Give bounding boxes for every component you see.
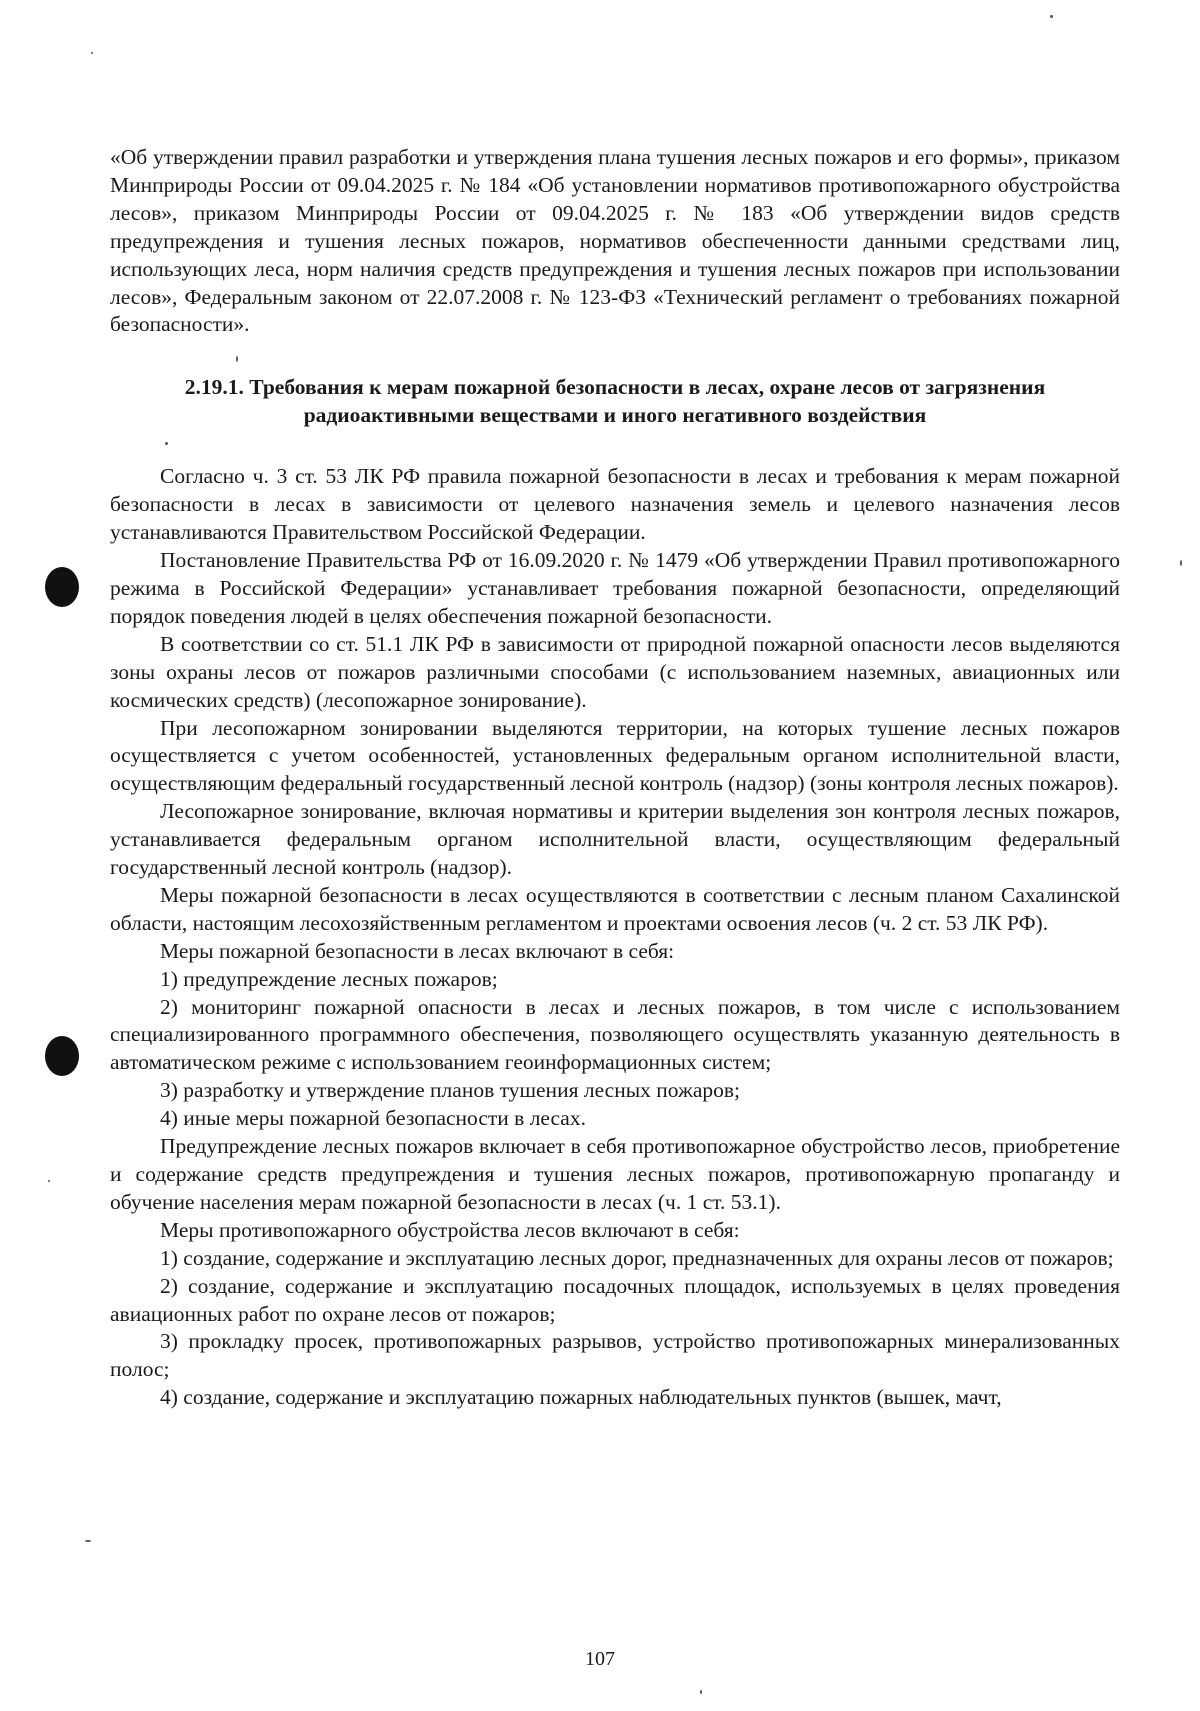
- scan-speck: [85, 1540, 91, 1542]
- document-body: [110, 144, 1120, 1412]
- paragraph: Меры противопожарного обустройства лесов включают в себя:: [160, 1217, 740, 1242]
- scan-speck: [91, 52, 93, 54]
- paragraph: В соответствии со ст. 51.1 ЛК РФ в зависимости от природной пожарной опасности лесов выделяются зоны охраны лесов от пожаров различными способами (с использованием наземных, авиационных или космических средств) (лесопожарное зонирование).: [110, 631, 1120, 712]
- list-item: 3) прокладку просек, противопожарных разрывов, устройство противопожарных минерализованных полос;: [110, 1329, 1120, 1382]
- paragraph: Лесопожарное зонирование, включая нормативы и критерии выделения зон контроля лесных пожаров, устанавливается федеральным органом исполнительной власти, осуществляющим федеральный государственный лесной контроль (надзор).: [110, 799, 1120, 880]
- list-item: 1) предупреждение лесных пожаров;: [160, 966, 498, 991]
- paragraph: При лесопожарном зонировании выделяются территории, на которых тушение лесных пожаров осуществляется с учетом особенностей, установленных федеральным органом исполнительной власти, осуществляющим федеральный государственный лесной контроль (надзор) (зоны контроля лесных пожаров).: [110, 715, 1120, 796]
- scan-speck: [1180, 560, 1182, 566]
- list-item: 4) иные меры пожарной безопасности в лесах.: [160, 1106, 586, 1131]
- paragraph: Предупреждение лесных пожаров включает в себя противопожарное обустройство лесов, приобретение и содержание средств предупреждения и тушения лесных пожаров, противопожарную пропаганду и обучение населения мерам пожарной безопасности в лесах (ч. 1 ст. 53.1).: [110, 1134, 1120, 1214]
- list-item: 2) мониторинг пожарной опасности в лесах и лесных пожаров, в том числе с использованием специализированного программного обеспечения, позволяющего осуществлять указанную деятельность в автоматическом режиме с использованием геоинформационных систем;: [110, 994, 1120, 1075]
- list-item: 2) создание, содержание и эксплуатацию посадочных площадок, используемых в целях проведения авиационных работ по охране лесов от пожаров;: [110, 1273, 1120, 1326]
- paragraph: Постановление Правительства РФ от 16.09.2020 г. № 1479 «Об утверждении Правил противопожарного режима в Российской Федерации» устанавливает требования пожарной безопасности, определяющий порядок поведения людей в целях обеспечения пожарной безопасности.: [110, 548, 1120, 628]
- page-number: 107: [585, 1648, 615, 1670]
- list-item: 1) создание, содержание и эксплуатацию лесных дорог, предназначенных для охраны лесов от пожаров;: [160, 1245, 1114, 1270]
- scan-speck: [700, 1690, 702, 1694]
- binder-hole: [45, 567, 79, 607]
- scan-speck: [1050, 15, 1053, 18]
- paragraph: Меры пожарной безопасности в лесах включают в себя:: [160, 938, 675, 963]
- paragraph: «Об утверждении правил разработки и утверждения плана тушения лесных пожаров и его формы», приказом Минприроды России от 09.04.2025 г. № 184 «Об установлении нормативов противопожарного обустройства лесов», приказом Минприроды России от 09.04.2025 г. № 183 «Об утверждении видов средств предупреждения и тушения лесных пожаров, нормативов обеспеченности данными средствами лиц, использующих леса, норм наличия средств предупреждения и тушения лесных пожаров при использовании лесов», Федеральным законом от 22.07.2008 г. № 123-ФЗ «Технический регламент о требованиях пожарной безопасности».: [110, 145, 1120, 337]
- paragraph: Меры пожарной безопасности в лесах осуществляются в соответствии с лесным планом Сахалинской области, настоящим лесохозяйственным регламентом и проектами освоения лесов (ч. 2 ст. 53 ЛК РФ).: [110, 882, 1120, 935]
- paragraph: Согласно ч. 3 ст. 53 ЛК РФ правила пожарной безопасности в лесах и требования к мерам пожарной безопасности в лесах в зависимости от целевого назначения земель и целевого назначения лесов устанавливаются Правительством Российской Федерации.: [110, 464, 1120, 545]
- scan-speck: [48, 1180, 50, 1182]
- list-item: 3) разработку и утверждение планов тушения лесных пожаров;: [160, 1078, 741, 1103]
- list-item: 4) создание, содержание и эксплуатацию пожарных наблюдательных пунктов (вышек, мачт,: [160, 1385, 1002, 1410]
- binder-hole: [45, 1036, 79, 1076]
- section-heading: 2.19.1. Требования к мерам пожарной безопасности в лесах, охране лесов от загрязнения радиоактивными веществами и иного негативного воздействия: [184, 375, 1046, 428]
